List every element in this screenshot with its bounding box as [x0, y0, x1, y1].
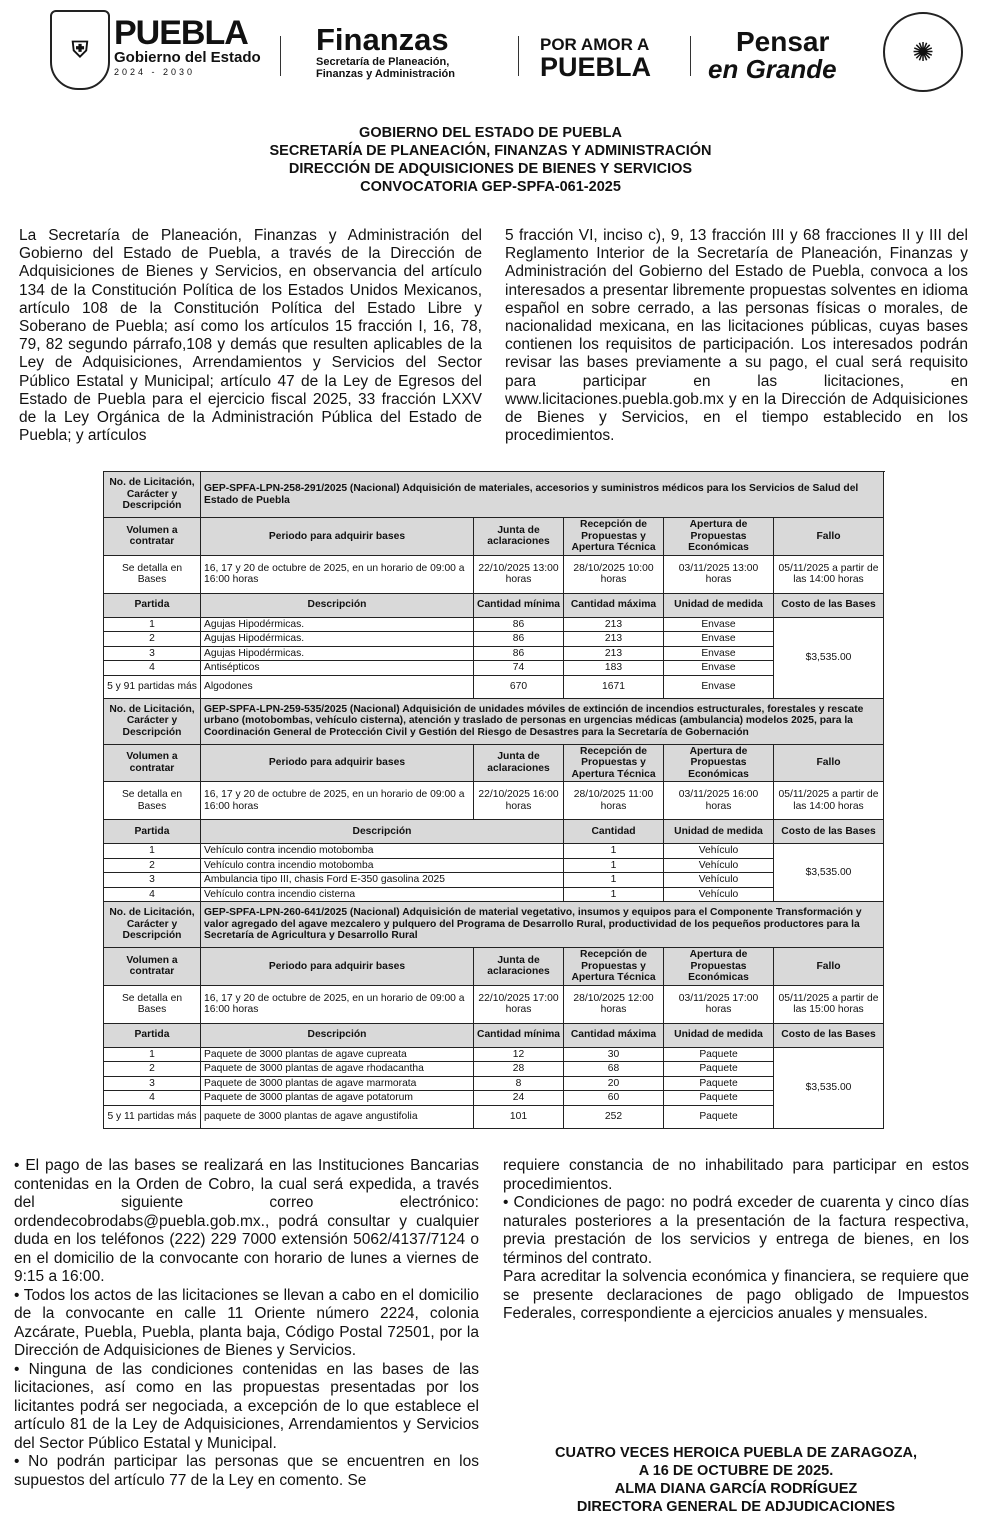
cantidad-maxima-value: 30: [564, 1047, 664, 1062]
periodo-value: 16, 17 y 20 de octubre de 2025, en un horario de 09:00 a 16:00 horas: [201, 782, 474, 820]
intro-text-left: La Secretaría de Planeación, Finanzas y Administración del Gobierno del Estado de Puebla, a través de la Dirección de Adquisiciones de Bienes y Servicios, en observancia del artículo 134 de la Constitución Política de los Estados Unidos Mexicanos, artículo 108 de la Constitución Política del Estado Libre y Soberano de Puebla; así como los artículos 15 fracción I, 16, 78, 79, 82 segundo párrafo,108 y demás que resulten aplicables de la Ley de Adquisiciones, Arrendamientos y Servicios del Sector Público Estatal y Municipal; artículo 47 de la Ley de Egresos del Estado de Puebla para el ejercicio fiscal 2025, 33 fracción LXXV de la Ley Orgánica de la Administración Pública del Estado de Puebla; y artículos: [19, 227, 482, 445]
puebla-logo-years: 2024 - 2030: [114, 67, 196, 77]
partida-value: 2: [104, 1062, 201, 1077]
cantidad-maxima-value: 252: [564, 1105, 664, 1128]
fallo-value: 05/11/2025 a partir de las 14:00 horas: [774, 782, 884, 820]
descripcion-label: Descripción: [201, 1023, 474, 1047]
amor-logo-line2: PUEBLA: [540, 52, 652, 82]
licitacion-title: GEP-SPFA-LPN-258-291/2025 (Nacional) Adquisición de materiales, accesorios y suministros médicos para los Servicios de Salud del Estado de Puebla: [201, 472, 884, 518]
table-row: [104, 617, 884, 632]
finanzas-logo: [316, 24, 496, 80]
signature-place: CUATRO VECES HEROICA PUEBLA DE ZARAGOZA,: [555, 1445, 917, 1461]
periodo-label: Periodo para adquirir bases: [201, 518, 474, 556]
schedule-row: [104, 985, 884, 1023]
items-header-row: [104, 1023, 884, 1047]
intro-text-right: 5 fracción VI, inciso c), 9, 13 fracción III y 68 fracciones II y III del Reglamento Interior de la Secretaría de Planeación, Finanzas y Administración del Gobierno del Estado de Puebla, convoca a los interesados a presentar libremente propuestas solventes en idioma español en sobre cerrado, a las personas físicas o morales, de nacionalidad mexicana, en las licitaciones públicas, cuyas bases contienen los requisitos de participación. Los interesados podrán revisar las bases previamente a su pago, el cual será requisito para participar en las licitaciones, en www.licitaciones.puebla.gob.mx y en la Dirección de Adquisiciones de Bienes y Servicios, en el tiempo establecido en los procedimientos.: [505, 227, 968, 445]
cantidad-maxima-value: 1671: [564, 675, 664, 698]
condition-venue: • Todos los actos de las licitaciones se llevan a cabo en el domicilio de la convocante en calle 11 Oriente número 2224, colonia Azcárate, Puebla, Puebla, planta baja, Código Postal 72501, por la Dirección de Adquisiciones de Bienes y Servicios.: [14, 1286, 479, 1359]
cantidad-minima-value: 670: [474, 675, 564, 698]
apertura-value: 03/11/2025 13:00 horas: [664, 555, 774, 593]
licitacion-title: GEP-SPFA-LPN-259-535/2025 (Nacional) Adquisición de unidades móviles de extinción de incendios estructurales, forestales y rescate urbano (motobombas, vehículo cisterna), atención y traslado de personas en urgencias médicas (ambulancia) modelos 2025, para la Coordinación General de Protección Civil y Gestión del Riesgo de Desastres para la Secretaría de Gobernación: [201, 698, 884, 744]
condition-exclusion-cont: requiere constancia de no inhabilitado para participar en estos procedimientos.: [503, 1157, 969, 1193]
cantidad-minima-label: Cantidad mínima: [474, 1023, 564, 1047]
unidad-value: Paquete: [664, 1105, 774, 1128]
no-licitacion-label: No. de Licitación, Carácter y Descripción: [104, 698, 201, 744]
partida-value: 3: [104, 873, 201, 888]
unidad-value: Envase: [664, 646, 774, 661]
periodo-label: Periodo para adquirir bases: [201, 744, 474, 782]
unidad-value: Vehículo: [664, 844, 774, 859]
cantidad-maxima-value: 213: [564, 617, 664, 632]
partida-value: 3: [104, 1076, 201, 1091]
apertura-label: Apertura de Propuestas Económicas: [664, 948, 774, 986]
recepcion-label: Recepción de Propuestas y Apertura Técnica: [564, 948, 664, 986]
document-header: [0, 124, 981, 196]
table-row: [104, 632, 884, 647]
unidad-label: Unidad de medida: [664, 593, 774, 617]
recepcion-label: Recepción de Propuestas y Apertura Técnica: [564, 518, 664, 556]
descripcion-value: Paquete de 3000 plantas de agave rhodacantha: [201, 1062, 474, 1077]
cantidad-value: 1: [564, 887, 664, 902]
unidad-value: Paquete: [664, 1047, 774, 1062]
cantidad-maxima-value: 20: [564, 1076, 664, 1091]
header-line3: DIRECCIÓN DE ADQUISICIONES DE BIENES Y SERVICIOS: [288, 161, 693, 177]
cantidad-value: 1: [564, 873, 664, 888]
licitacion-title: GEP-SPFA-LPN-260-641/2025 (Nacional) Adquisición de material vegetativo, insumos y equipos para el Componente Transformación y valor agregado del agave mezcalero y pulquero del Programa de Desarrollo Rural, productividad de los pequeños productores para la Secretaría de Agricultura y Desarrollo Rural: [201, 902, 884, 948]
unidad-label: Unidad de medida: [664, 820, 774, 844]
partida-value: 4: [104, 661, 201, 676]
pensar-logo-line1: Pensar: [736, 26, 830, 57]
condition-negotiation: • Ninguna de las condiciones contenidas en las bases de las licitaciones, así como en las propuestas presentadas por los licitantes podrá ser negociada, a excepción de lo que establece el artículo 81 de la Ley de Adquisiciones, Arrendamientos y Servicios del Sector Público Estatal y Municipal.: [14, 1360, 479, 1452]
apertura-value: 03/11/2025 16:00 horas: [664, 782, 774, 820]
table-row: [104, 1091, 884, 1106]
partida-value: 5 y 91 partidas más: [104, 675, 201, 698]
puebla-logo-title: PUEBLA: [114, 14, 248, 52]
descripcion-value: Agujas Hipodérmicas.: [201, 617, 474, 632]
recepcion-value: 28/10/2025 11:00 horas: [564, 782, 664, 820]
cantidad-minima-label: Cantidad mínima: [474, 593, 564, 617]
descripcion-value: Agujas Hipodérmicas.: [201, 632, 474, 647]
descripcion-value: Paquete de 3000 plantas de agave marmorata: [201, 1076, 474, 1091]
descripcion-value: Paquete de 3000 plantas de agave cupreata: [201, 1047, 474, 1062]
partida-label: Partida: [104, 820, 201, 844]
costo-label: Costo de las Bases: [774, 820, 884, 844]
fallo-value: 05/11/2025 a partir de las 14:00 horas: [774, 555, 884, 593]
junta-value: 22/10/2025 13:00 horas: [474, 555, 564, 593]
partida-value: 3: [104, 646, 201, 661]
licitaciones-table: [103, 471, 883, 1129]
no-licitacion-label: No. de Licitación, Carácter y Descripción: [104, 472, 201, 518]
cantidad-maxima-value: 60: [564, 1091, 664, 1106]
unidad-value: Envase: [664, 675, 774, 698]
unidad-value: Envase: [664, 617, 774, 632]
partida-value: 2: [104, 632, 201, 647]
schedule-header-row: [104, 948, 884, 986]
intro-left-column: [19, 227, 482, 445]
licitacion-title-row: [104, 698, 884, 744]
descripcion-value: Vehículo contra incendio motobomba: [201, 844, 564, 859]
schedule-header-row: [104, 518, 884, 556]
table-row: [104, 844, 884, 859]
signer-name: ALMA DIANA GARCÍA RODRÍGUEZ: [614, 1481, 858, 1497]
fallo-label: Fallo: [774, 948, 884, 986]
state-seal-icon: ⛨: [50, 10, 110, 90]
costo-label: Costo de las Bases: [774, 1023, 884, 1047]
apertura-label: Apertura de Propuestas Económicas: [664, 518, 774, 556]
puebla-logo-subtitle: Gobierno del Estado: [114, 49, 261, 66]
table-row: [104, 873, 884, 888]
schedule-row: [104, 782, 884, 820]
cantidad-minima-value: 101: [474, 1105, 564, 1128]
signer-title: DIRECTORA GENERAL DE ADJUDICACIONES: [576, 1499, 896, 1515]
junta-label: Junta de aclaraciones: [474, 744, 564, 782]
cantidad-minima-value: 86: [474, 646, 564, 661]
table-row: [104, 858, 884, 873]
cantidad-minima-value: 74: [474, 661, 564, 676]
logo-divider: [280, 36, 281, 76]
periodo-value: 16, 17 y 20 de octubre de 2025, en un horario de 09:00 a 16:00 horas: [201, 555, 474, 593]
condition-exclusion: • No podrán participar las personas que se encuentren en los supuestos del artículo 77 de la Ley en comento. Se: [14, 1453, 479, 1489]
junta-label: Junta de aclaraciones: [474, 518, 564, 556]
items-header-row: [104, 820, 884, 844]
conditions-left-column: [14, 1157, 479, 1490]
volumen-value: Se detalla en Bases: [104, 555, 201, 593]
partida-label: Partida: [104, 593, 201, 617]
cantidad-maxima-label: Cantidad máxima: [564, 593, 664, 617]
cantidad-maxima-value: 213: [564, 646, 664, 661]
cantidad-minima-value: 86: [474, 617, 564, 632]
schedule-row: [104, 555, 884, 593]
unidad-label: Unidad de medida: [664, 1023, 774, 1047]
cantidad-maxima-value: 183: [564, 661, 664, 676]
volumen-value: Se detalla en Bases: [104, 782, 201, 820]
cantidad-minima-value: 86: [474, 632, 564, 647]
cantidad-minima-value: 28: [474, 1062, 564, 1077]
cantidad-value: 1: [564, 844, 664, 859]
fallo-value: 05/11/2025 a partir de las 15:00 horas: [774, 985, 884, 1023]
convocatoria-number: CONVOCATORIA GEP-SPFA-061-2025: [360, 179, 621, 195]
partida-label: Partida: [104, 1023, 201, 1047]
descripcion-label: Descripción: [201, 820, 564, 844]
condition-payment: • El pago de las bases se realizará en las Instituciones Bancarias contenidas en la Orden de Cobro, la cual será expedida, a través del siguiente correo electrónico: ordendecobrodabs@puebla.gob.mx., podrá consultar y cualquier duda en los teléfonos (222) 229 7000 extensión 5062/4137/7124 o en el domicilio de la convocante con horario de lunes a viernes de 9:15 a 16:00.: [14, 1157, 479, 1285]
recepcion-value: 28/10/2025 12:00 horas: [564, 985, 664, 1023]
finanzas-logo-title: Finanzas: [316, 22, 449, 57]
costo-value: $3,535.00: [774, 617, 884, 698]
licitacion-title-row: [104, 472, 884, 518]
table-row: [104, 675, 884, 698]
unidad-value: Paquete: [664, 1091, 774, 1106]
por-amor-a-puebla-logo: [540, 36, 670, 80]
descripcion-value: Ambulancia tipo III, chasis Ford E-350 gasolina 2025: [201, 873, 564, 888]
partida-value: 1: [104, 1047, 201, 1062]
table-row: [104, 1105, 884, 1128]
header-line2: SECRETARÍA DE PLANEACIÓN, FINANZAS Y ADMINISTRACIÓN: [269, 143, 712, 159]
recepcion-label: Recepción de Propuestas y Apertura Técnica: [564, 744, 664, 782]
cantidad-minima-value: 24: [474, 1091, 564, 1106]
cantidad-minima-value: 8: [474, 1076, 564, 1091]
descripcion-value: Algodones: [201, 675, 474, 698]
costo-label: Costo de las Bases: [774, 593, 884, 617]
partida-value: 2: [104, 858, 201, 873]
costo-value: $3,535.00: [774, 1047, 884, 1128]
volumen-label: Volumen a contratar: [104, 948, 201, 986]
table-row: [104, 887, 884, 902]
pensar-en-grande-logo: [708, 28, 868, 82]
conditions-right-column: [503, 1157, 969, 1324]
condition-solvency: Para acreditar la solvencia económica y financiera, se requiere que se presente declaraciones de pago obligado de Impuestos Federales, correspondiente a ejercicios anuales y mensuales.: [503, 1268, 969, 1322]
partida-value: 4: [104, 1091, 201, 1106]
fallo-label: Fallo: [774, 518, 884, 556]
logo-divider: [690, 36, 691, 76]
descripcion-value: paquete de 3000 plantas de agave angustifolia: [201, 1105, 474, 1128]
unidad-value: Vehículo: [664, 873, 774, 888]
cantidad-maxima-value: 213: [564, 632, 664, 647]
junta-label: Junta de aclaraciones: [474, 948, 564, 986]
unidad-value: Paquete: [664, 1076, 774, 1091]
volumen-value: Se detalla en Bases: [104, 985, 201, 1023]
logo-bar: [0, 6, 981, 96]
table-row: [104, 646, 884, 661]
amor-logo-line1: POR AMOR A: [540, 35, 650, 54]
recepcion-value: 28/10/2025 10:00 horas: [564, 555, 664, 593]
logo-divider: [518, 36, 519, 76]
cantidad-minima-value: 12: [474, 1047, 564, 1062]
volumen-label: Volumen a contratar: [104, 744, 201, 782]
unidad-value: Vehículo: [664, 887, 774, 902]
junta-value: 22/10/2025 17:00 horas: [474, 985, 564, 1023]
no-licitacion-label: No. de Licitación, Carácter y Descripción: [104, 902, 201, 948]
schedule-header-row: [104, 744, 884, 782]
cantidad-label: Cantidad: [564, 820, 664, 844]
items-header-row: [104, 593, 884, 617]
descripcion-value: Vehículo contra incendio cisterna: [201, 887, 564, 902]
table-row: [104, 1076, 884, 1091]
cantidad-maxima-value: 68: [564, 1062, 664, 1077]
costo-value: $3,535.00: [774, 844, 884, 902]
header-line1: GOBIERNO DEL ESTADO DE PUEBLA: [359, 125, 622, 141]
descripcion-value: Paquete de 3000 plantas de agave potatorum: [201, 1091, 474, 1106]
unidad-value: Envase: [664, 661, 774, 676]
descripcion-value: Antisépticos: [201, 661, 474, 676]
junta-value: 22/10/2025 16:00 horas: [474, 782, 564, 820]
descripcion-label: Descripción: [201, 593, 474, 617]
norma-igualdad-seal-icon: ✺: [883, 12, 963, 92]
finanzas-logo-sub1: Secretaría de Planeación,: [316, 56, 450, 68]
signature-block: [503, 1444, 969, 1516]
periodo-label: Periodo para adquirir bases: [201, 948, 474, 986]
table-row: [104, 1062, 884, 1077]
unidad-value: Envase: [664, 632, 774, 647]
pensar-logo-line2: en Grande: [708, 54, 837, 84]
descripcion-value: Vehículo contra incendio motobomba: [201, 858, 564, 873]
partida-value: 4: [104, 887, 201, 902]
descripcion-value: Agujas Hipodérmicas.: [201, 646, 474, 661]
intro-right-column: [505, 227, 968, 445]
volumen-label: Volumen a contratar: [104, 518, 201, 556]
table-row: [104, 1047, 884, 1062]
licitacion-title-row: [104, 902, 884, 948]
cantidad-maxima-label: Cantidad máxima: [564, 1023, 664, 1047]
periodo-value: 16, 17 y 20 de octubre de 2025, en un horario de 09:00 a 16:00 horas: [201, 985, 474, 1023]
unidad-value: Vehículo: [664, 858, 774, 873]
partida-value: 5 y 11 partidas más: [104, 1105, 201, 1128]
cantidad-value: 1: [564, 858, 664, 873]
partida-value: 1: [104, 844, 201, 859]
unidad-value: Paquete: [664, 1062, 774, 1077]
fallo-label: Fallo: [774, 744, 884, 782]
puebla-logo: [114, 16, 262, 78]
signature-date: A 16 DE OCTUBRE DE 2025.: [638, 1463, 834, 1479]
partida-value: 1: [104, 617, 201, 632]
apertura-label: Apertura de Propuestas Económicas: [664, 744, 774, 782]
finanzas-logo-sub2: Finanzas y Administración: [316, 68, 455, 80]
table-row: [104, 661, 884, 676]
condition-payment-terms: • Condiciones de pago: no podrá exceder de cuarenta y cinco días naturales posteriores a la presentación de la factura respectiva, previa prestación de los servicios y entrega de bienes, en los términos del contrato.: [503, 1194, 969, 1267]
apertura-value: 03/11/2025 17:00 horas: [664, 985, 774, 1023]
